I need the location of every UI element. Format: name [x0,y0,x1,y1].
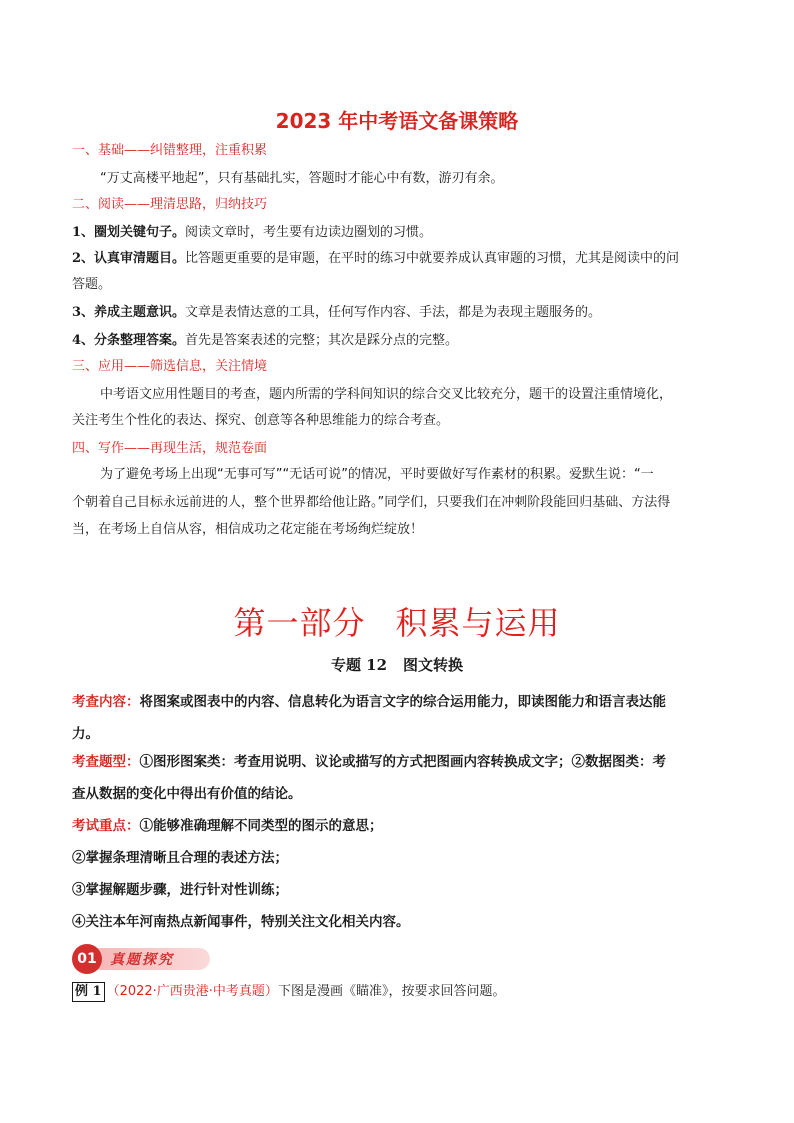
section-3-heading: 三、应用——筛选信息，关注情境 [72,359,268,374]
exam-content-line-2: 力。 [72,726,99,742]
exam-focus-line-3: ③掌握解题步骤，进行针对性训练； [72,882,288,898]
section-1-heading: 一、基础——纠错整理，注重积累 [72,143,268,158]
section-4-text-1: 为了避免考场上出现“无事可写”“无话可说”的情况，平时要做好写作素材的积累。爱默生说：“一 [100,467,654,482]
exam-type-line-2: 查从数据的变化中得出有价值的结论。 [72,786,302,802]
example-tag: 例 1 [72,982,105,1002]
document-title: 2023 年中考语文备课策略 [275,109,519,133]
section-2-item-2-cont: 答题。 [72,277,112,292]
exam-focus-line-4: ④关注本年河南热点新闻事件，特别关注文化相关内容。 [72,914,410,930]
section-4-heading: 四、写作——再现生活，规范卷面 [72,441,268,456]
topic-title [0,654,794,675]
exam-content-text: 将图案或图表中的内容、信息转化为语言文字的综合运用能力，即读图能力和语言表达能 [139,694,666,710]
exam-focus [72,810,722,938]
item-text: 阅读文章时，考生要有边读边圈划的习惯。 [185,225,433,240]
exam-type-text: ①图形图案类：考查用说明、议论或描写的方式把图画内容转换成文字；②数据图类：考 [139,754,666,770]
exam-content [72,686,722,750]
example-line [72,982,505,1002]
item-lead: 2、认真审清题目。 [72,251,186,266]
part-title [0,598,794,644]
exam-focus-line-1 [72,810,722,842]
example-source: （2022·广西贵港·中考真题） [106,984,278,999]
item-text: 文章是表情达意的工具，任何写作内容、手法，都是为表现主题服务的。 [185,305,602,320]
section-2-item-4 [72,332,727,350]
item-lead: 4、分条整理答案。 [72,333,186,348]
exam-type-line-1 [72,746,722,778]
section-4-text-2: 个朝着自己目标永远前进的人，整个世界都给他让路。”同学们，只要我们在冲刺阶段能回归基础、方法得 [72,495,671,510]
example-text: 下图是漫画《瞄准》，按要求回答问题。 [277,984,506,999]
section-1-text: “万丈高楼平地起”，只有基础扎实，答题时才能心中有数，游刃有余。 [100,171,504,186]
section-2-item-2 [72,250,727,268]
section-4-text-3: 当，在考场上自信从容，相信成功之花定能在考场绚烂绽放！ [72,522,424,537]
part-number: 第一部分 [233,604,366,642]
topic-number: 专题 12 [330,656,388,674]
exam-focus-text: ①能够准确理解不同类型的图示的意思； [139,818,383,834]
exam-focus-line-2: ②掌握条理清晰且合理的表述方法； [72,850,288,866]
exam-content-label: 考查内容： [72,694,140,710]
banner-label: 真题探究 [110,952,174,968]
section-2-heading: 二、阅读——理清思路，归纳技巧 [72,197,268,212]
exam-content-line-1 [72,686,722,718]
item-text: 首先是答案表述的完整；其次是踩分点的完整。 [185,333,459,348]
item-text: 比答题更重要的是审题，在平时的练习中就要养成认真审题的习惯，尤其是阅读中的问 [185,251,680,266]
part-name: 积累与运用 [395,604,561,642]
section-3-text-1: 中考语文应用性题目的考查，题内所需的学科间知识的综合交叉比较充分，题干的设置注重情境化， [100,387,673,402]
item-lead: 1、圈划关键句子。 [72,225,186,240]
section-2-item-1 [72,224,727,242]
section-banner [72,944,212,974]
item-lead: 3、养成主题意识。 [72,305,186,320]
topic-name: 图文转换 [403,656,464,674]
exam-type [72,746,722,810]
exam-type-label: 考查题型： [72,754,140,770]
exam-focus-label: 考试重点： [72,818,140,834]
banner-number-badge: 01 [72,944,102,974]
section-3-text-2: 关注考生个性化的表达、探究、创意等各种思维能力的综合考查。 [72,413,450,428]
section-2-item-3 [72,304,727,322]
